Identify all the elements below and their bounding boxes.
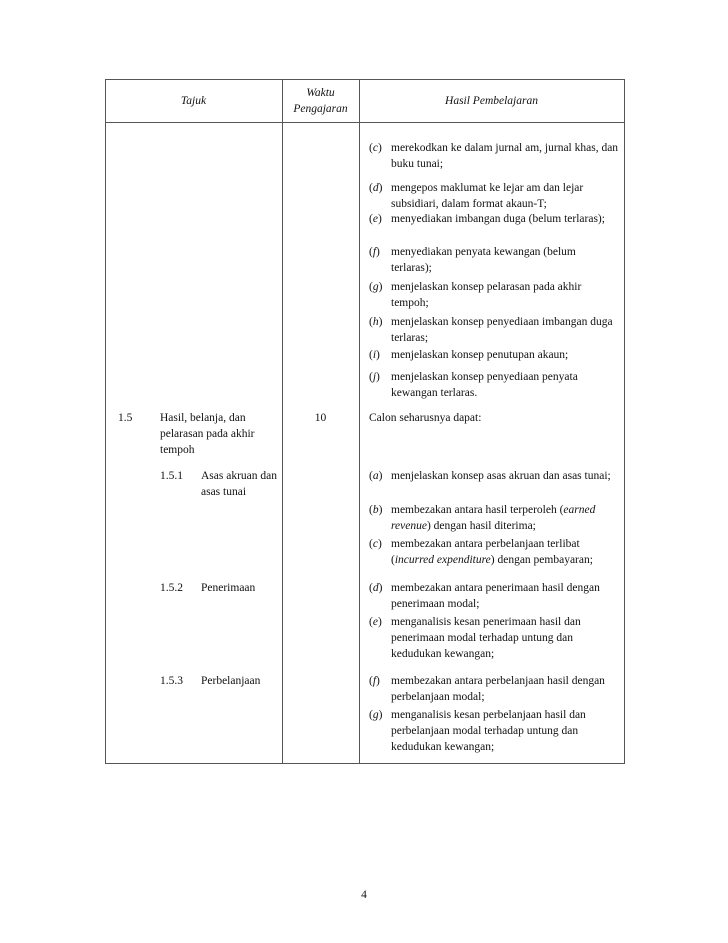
list-item: (i) menjelaskan konsep penutupan akaun; (369, 349, 569, 361)
teaching-hours: 10 (314, 412, 327, 424)
list-item: (g) menganalisis kesan perbelanjaan hasil dan perbelanjaan modal terhadap untung dan kedudukan kewangan; (369, 709, 586, 753)
subsection-title: Perbelanjaan (201, 675, 261, 687)
list-item: (d) membezakan antara penerimaan hasil dengan penerimaan modal; (369, 582, 600, 610)
page-number: 4 (361, 889, 367, 901)
table-bottom-border (105, 763, 625, 764)
list-item: (f) menyediakan penyata kewangan (belum terlaras); (369, 246, 576, 274)
section-number: 1.5 (118, 412, 133, 424)
list-item: (j) menjelaskan konsep penyediaan penyata kewangan terlaras. (369, 371, 578, 399)
section-title: Hasil, belanja, dan pelarasan pada akhir tempoh (160, 412, 255, 456)
table-right-border (624, 79, 625, 764)
subsection-title: Asas akruan dan asas tunai (201, 470, 278, 498)
list-item: (h) menjelaskan konsep penyediaan imbangan duga terlaras; (369, 316, 613, 344)
header-bottom-border (105, 122, 625, 123)
header-tajuk: Tajuk (180, 95, 207, 107)
list-item: (e) menganalisis kesan penerimaan hasil dan penerimaan modal terhadap untung dan kedudukan kewangan; (369, 616, 581, 660)
header-pengajaran: Pengajaran (293, 103, 348, 115)
list-item: (c) membezakan antara perbelanjaan terlibat (incurred expenditure) dengan pembayaran; (369, 538, 593, 566)
header-hasil-pembelajaran: Hasil Pembelajaran (445, 95, 538, 107)
list-item: (f) membezakan antara perbelanjaan hasil dengan perbelanjaan modal; (369, 675, 605, 703)
subsection-title: Penerimaan (201, 582, 256, 594)
list-item: (c) merekodkan ke dalam jurnal am, jurnal khas, dan buku tunai; (369, 142, 619, 170)
list-item: (b) membezakan antara hasil terperoleh (earned revenue) dengan hasil diterima; (369, 504, 596, 532)
subsection-number: 1.5.2 (160, 582, 183, 594)
list-item: (g) menjelaskan konsep pelarasan pada akhir tempoh; (369, 281, 582, 309)
outcomes-intro: Calon seharusnya dapat: (369, 412, 482, 424)
header-waktu: Waktu (306, 87, 335, 99)
column-divider-2 (359, 79, 360, 764)
list-item: (e) menyediakan imbangan duga (belum terlaras); (369, 213, 605, 225)
table-top-border (105, 79, 625, 80)
table-left-border (105, 79, 106, 764)
subsection-number: 1.5.3 (160, 675, 183, 687)
list-item: (d) mengepos maklumat ke lejar am dan lejar subsidiari, dalam format akaun-T; (369, 182, 584, 210)
list-item: (a) menjelaskan konsep asas akruan dan asas tunai; (369, 470, 611, 482)
subsection-number: 1.5.1 (160, 470, 183, 482)
